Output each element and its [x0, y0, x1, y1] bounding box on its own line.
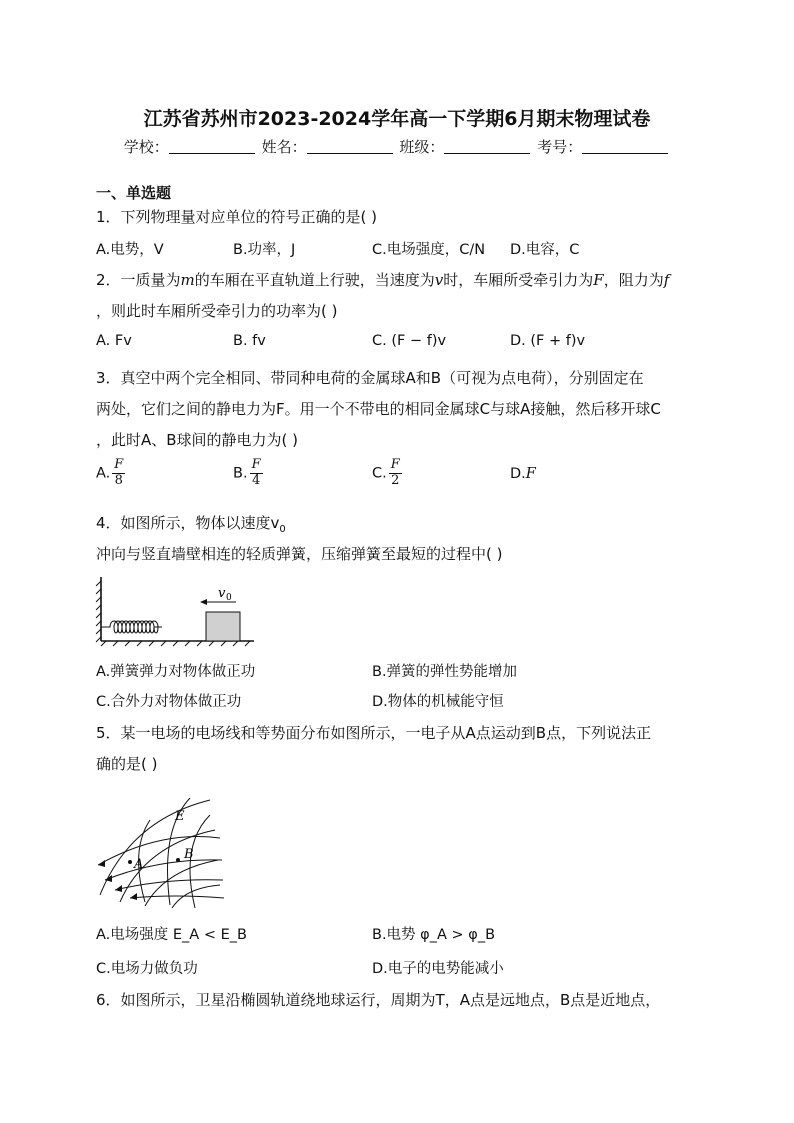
q2-option-a[interactable]: A. Fv: [96, 333, 132, 349]
q1-option-d[interactable]: D.电容，C: [510, 242, 580, 258]
q4-stem-line2: 冲向与竖直墙壁相连的轻质弹簧，压缩弹簧至最短的过程中( ): [96, 545, 503, 563]
name-blank[interactable]: [307, 139, 393, 154]
q5-stem-line1: 5．某一电场的电场线和等势面分布如图所示，一电子从A点运动到B点，下列说法正: [96, 724, 652, 742]
exam-number-label: 考号：: [537, 138, 583, 156]
q3-option-d[interactable]: [510, 466, 536, 482]
numerator: F: [114, 457, 124, 472]
fraction: [389, 458, 402, 489]
q4-spring-figure: [96, 575, 266, 647]
q5-option-d[interactable]: D.电子的电势能减小: [372, 961, 504, 977]
q2-text: 2．一质量为: [96, 271, 181, 289]
q2-text: ，阻力为: [603, 271, 664, 289]
q4-option-b[interactable]: B.弹簧的弹性势能增加: [372, 664, 518, 680]
option-value: F: [525, 466, 536, 482]
q2-option-b[interactable]: B. fv: [233, 333, 266, 349]
q5-option-a[interactable]: A.电场强度 E_A < E_B: [96, 927, 247, 943]
q1-option-a[interactable]: A.电势，V: [96, 242, 164, 258]
q1-option-c[interactable]: C.电场强度，C/N: [372, 242, 486, 258]
numerator: F: [390, 457, 400, 472]
q4-fig-v0: v: [218, 586, 226, 601]
q5-fig-label-a: A: [134, 857, 144, 872]
option-label: C.: [372, 465, 387, 482]
q5-fig-label-e: E: [175, 809, 185, 824]
name-label: 姓名：: [261, 138, 307, 156]
q3-option-a[interactable]: [96, 458, 125, 489]
q4-stem-line1: [96, 512, 286, 535]
q2-var-f: f: [663, 271, 670, 289]
q2-text: 的车厢在平直轨道上行驶，当速度为: [194, 271, 435, 289]
exam-number-blank[interactable]: [582, 139, 668, 154]
q4-option-d[interactable]: D.物体的机械能守恒: [372, 694, 504, 710]
fraction: [112, 458, 125, 489]
class-blank[interactable]: [444, 139, 530, 154]
q3-option-c[interactable]: [372, 458, 402, 489]
q3-stem-line3: ，此时A、B球间的静电力为( ): [96, 431, 299, 449]
school-blank[interactable]: [169, 139, 255, 154]
section-heading: 一、单选题: [96, 184, 172, 202]
q4-option-c[interactable]: C.合外力对物体做正功: [96, 694, 242, 710]
exam-title: 江苏省苏州市2023-2024学年高一下学期6月期末物理试卷: [143, 108, 651, 130]
q6-stem-line1: 6．如图所示，卫星沿椭圆轨道绕地球运行，周期为T，A点是远地点，B点是近地点，: [96, 991, 661, 1009]
q5-option-b[interactable]: B.电势 φ_A > φ_B: [372, 927, 496, 943]
q2-stem-line2: ，则此时车厢所受牵引力的功率为( ): [96, 302, 338, 320]
q5-field-figure: [90, 790, 230, 910]
q5-stem-line2: 确的是( ): [96, 755, 158, 773]
q1-option-b[interactable]: B.功率，J: [233, 242, 296, 258]
q3-stem-line1: 3．真空中两个完全相同、带同种电荷的金属球A和B（可视为点电荷），分别固定在: [96, 369, 644, 387]
q4-sub: 0: [279, 524, 286, 535]
q3-option-b[interactable]: [233, 458, 263, 489]
option-label: A.: [96, 465, 111, 482]
q4-option-a[interactable]: A.弹簧弹力对物体做正功: [96, 664, 256, 680]
q5-option-c[interactable]: C.电场力做负功: [96, 961, 198, 977]
school-label: 学校：: [123, 138, 169, 156]
q2-text: 时，车厢所受牵引力为: [443, 271, 594, 289]
q2-var-m: m: [180, 271, 195, 289]
q2-var-v: v: [434, 271, 444, 289]
numerator: F: [251, 457, 261, 472]
student-info-row: [0, 136, 794, 157]
option-label: B.: [233, 465, 248, 482]
denominator: 2: [391, 472, 400, 488]
denominator: 8: [114, 472, 123, 488]
q3-stem-line2: 两处，它们之间的静电力为F。用一个不带电的相同金属球C与球A接触，然后移开球C: [96, 400, 661, 418]
q2-option-d[interactable]: D. (F + f)v: [510, 333, 586, 349]
q2-stem-line1: [96, 269, 669, 290]
fraction: [250, 458, 263, 489]
q4-text: 4．如图所示，物体以速度v: [96, 514, 280, 532]
q4-fig-v0-sub: 0: [226, 593, 232, 603]
q2-option-c[interactable]: C. (F − f)v: [372, 333, 447, 349]
q1-stem: 1．下列物理量对应单位的符号正确的是( ): [96, 208, 378, 226]
option-label: D.: [510, 466, 526, 482]
q2-var-F: F: [593, 271, 604, 289]
denominator: 4: [251, 472, 261, 488]
q5-fig-label-b: B: [184, 847, 194, 862]
class-label: 班级：: [399, 138, 445, 156]
